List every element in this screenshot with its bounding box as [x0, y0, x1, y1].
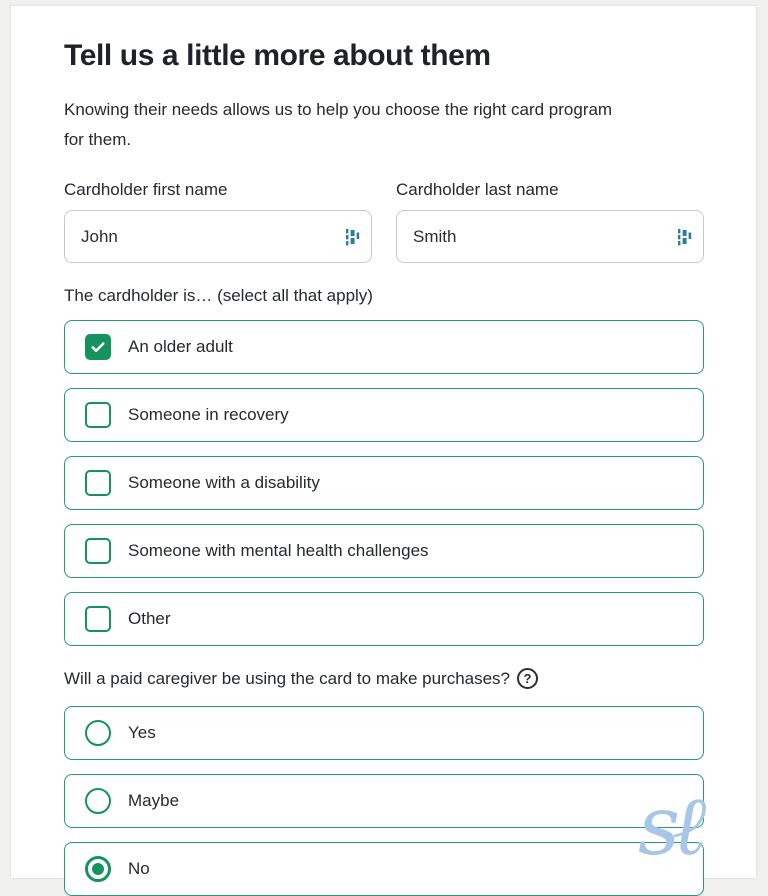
checkbox-option-someone-in-recovery[interactable] — [64, 388, 704, 442]
checkbox-option-other[interactable] — [64, 592, 704, 646]
checkbox-option-an-older-adult[interactable] — [64, 320, 704, 374]
page-subtitle — [64, 95, 704, 155]
first-name-label: Cardholder first name — [64, 180, 228, 199]
page-title: Tell us a little more about them — [64, 39, 491, 72]
option-label: No — [128, 859, 150, 878]
help-icon[interactable]: ? — [517, 668, 538, 689]
radio-selected-icon[interactable] — [85, 856, 111, 882]
option-label: Someone in recovery — [128, 405, 289, 424]
radio-option-maybe[interactable] — [64, 774, 704, 828]
checkbox-unchecked-icon[interactable] — [85, 538, 111, 564]
autofill-extension-icon[interactable] — [678, 228, 692, 246]
checkbox-unchecked-icon[interactable] — [85, 402, 111, 428]
form-panel — [10, 5, 757, 879]
option-label: An older adult — [128, 337, 233, 356]
radio-unselected-icon[interactable] — [85, 788, 111, 814]
last-name-label: Cardholder last name — [396, 180, 559, 199]
caregiver-options-group — [64, 706, 704, 896]
option-label: Yes — [128, 723, 156, 742]
name-fields-row — [64, 180, 704, 263]
checkbox-unchecked-icon[interactable] — [85, 470, 111, 496]
radio-unselected-icon[interactable] — [85, 720, 111, 746]
seniorlist-logo-watermark: sℓ — [638, 779, 699, 874]
option-label: Other — [128, 609, 171, 628]
radio-option-yes[interactable] — [64, 706, 704, 760]
cardholder-question-label: The cardholder is… (select all that apply) — [64, 286, 373, 305]
checkbox-option-mental-health-challenges[interactable] — [64, 524, 704, 578]
option-label: Maybe — [128, 791, 180, 810]
caregiver-question-row — [64, 668, 704, 689]
checkbox-unchecked-icon[interactable] — [85, 606, 111, 632]
radio-option-no[interactable] — [64, 842, 704, 896]
last-name-input[interactable] — [396, 210, 704, 263]
last-name-field-group — [396, 180, 704, 263]
subtitle-line-1: Knowing their needs allows us to help you choose the right card program — [64, 100, 613, 119]
subtitle-line-2: for them. — [64, 130, 132, 149]
checkbox-checked-icon[interactable] — [85, 334, 111, 360]
checkbox-option-someone-with-a-disability[interactable] — [64, 456, 704, 510]
first-name-field-group — [64, 180, 372, 263]
caregiver-question-label: Will a paid caregiver be using the card to make purchases? — [64, 668, 511, 688]
autofill-extension-icon[interactable] — [346, 228, 360, 246]
option-label: Someone with mental health challenges — [128, 541, 429, 560]
first-name-input[interactable] — [64, 210, 372, 263]
cardholder-options-group — [64, 320, 704, 646]
option-label: Someone with a disability — [128, 473, 320, 492]
